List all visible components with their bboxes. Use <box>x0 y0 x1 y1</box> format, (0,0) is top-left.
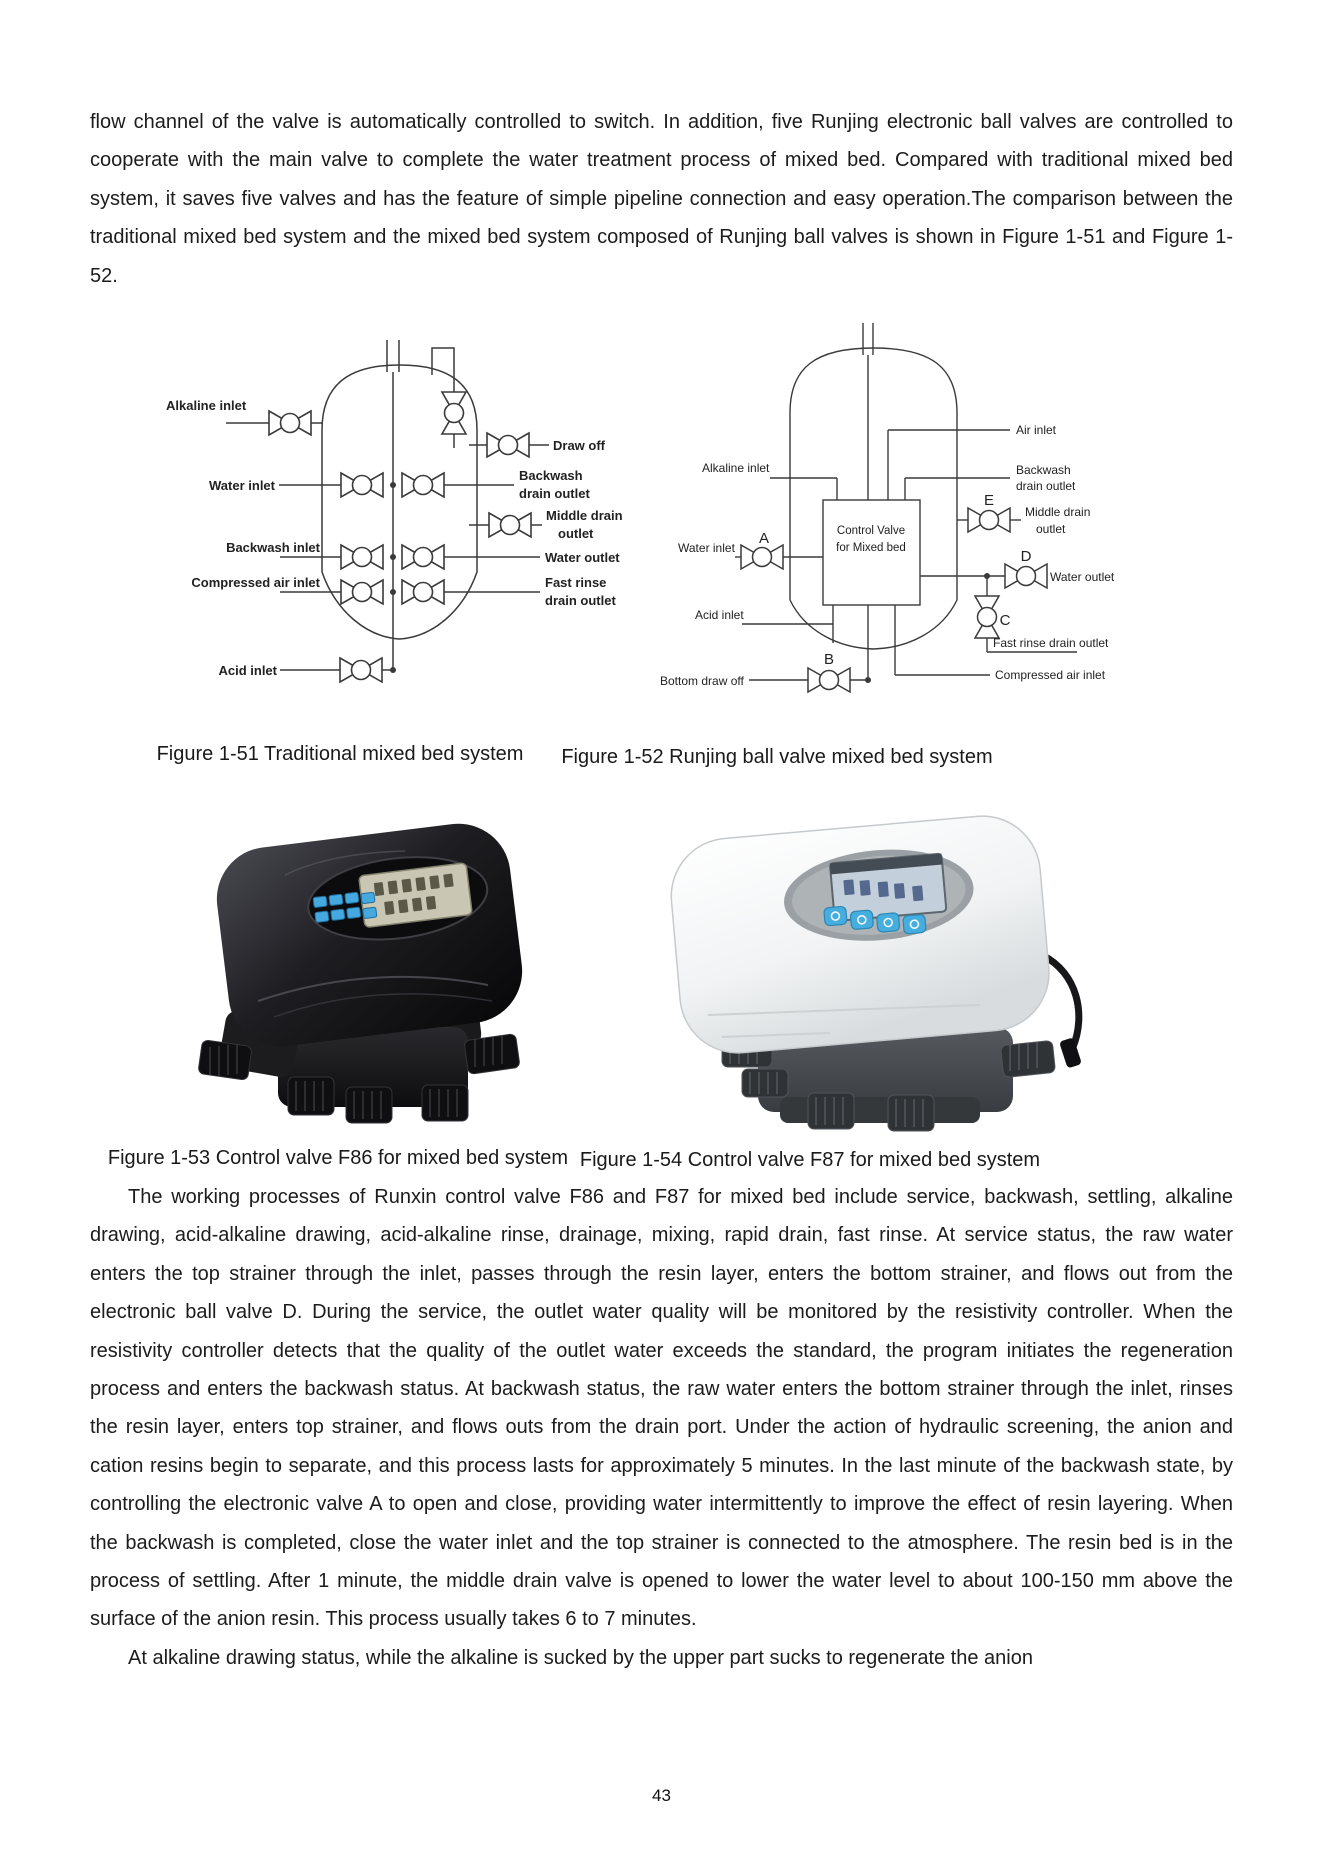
figure-1-54-caption: Figure 1-54 Control valve F87 for mixed bed system <box>579 1149 1041 1171</box>
fig151-label-water-outlet: Water outlet <box>545 550 620 565</box>
figure-1-52-diagram <box>650 275 1140 710</box>
fig152-valve-letter-a: A <box>758 530 770 547</box>
fig152-label-bottom-draw-off: Bottom draw off <box>660 674 744 688</box>
fig151-label-middle-drain-2: outlet <box>558 526 594 541</box>
fig152-label-air-inlet: Air inlet <box>1016 423 1057 437</box>
fig152-label-alkaline-inlet: Alkaline inlet <box>702 461 770 475</box>
fig151-label-backwash-inlet: Backwash inlet <box>226 540 320 555</box>
fig151-label-backwash-drain-2: drain outlet <box>519 486 590 501</box>
body-text-block <box>90 1178 1233 1677</box>
fig151-label-water-inlet: Water inlet <box>209 478 275 493</box>
body-paragraph-2: At alkaline drawing status, while the alkaline is sucked by the upper part sucks to regenerate the anion <box>128 1646 1033 1669</box>
fig152-label-middle-drain-1: Middle drain <box>1025 505 1091 519</box>
fig151-label-alkaline-inlet: Alkaline inlet <box>166 398 247 413</box>
fig152-label-middle-drain-2: outlet <box>1036 522 1066 536</box>
intro-paragraph-block <box>90 103 1233 295</box>
body-paragraph-1: The working processes of Runxin control valve F86 and F87 for mixed bed include service, backwash, settling, alkaline drawing, acid-alkaline drawing, acid-alkaline rinse, drainage, mixing, rapid drain, fast rinse. At service status, the raw water enters the top strainer through the inlet, passes through the resin layer, enters the bottom strainer, and flows out from the electronic ball valve D. During the service, the outlet water quality will be monitored by the resistivity controller. When the resistivity controller detects that the quality of the outlet water exceeds the standard, the program initiates the regeneration process and enters the backwash status. At backwash status, the raw water enters the bottom strainer through the inlet, rinses the resin layer, enters top strainer, and flows outs from the drain port. Under the action of hydraulic screening, the anion and cation resins begin to separate, and this process lasts for approximately 5 minutes. In the last minute of the backwash state, by controlling the electronic valve A to open and close, providing water intermittently to improve the effect of resin layering. When the backwash is completed, close the water inlet and the top strainer is connected to the atmosphere. The resin bed is in the process of settling. After 1 minute, the middle drain valve is opened to lower the water level to about 100-150 mm above the surface of the anion resin. This process usually takes 6 to 7 minutes. <box>90 1186 1233 1631</box>
fig152-valve-letter-b: B <box>823 651 835 668</box>
fig152-label-acid-inlet: Acid inlet <box>695 608 744 622</box>
figure-1-51-diagram <box>120 282 660 692</box>
fig152-label-fast-rinse-drain-outlet: Fast rinse drain outlet <box>993 636 1109 650</box>
fig152-label-compressed-air-inlet: Compressed air inlet <box>995 668 1106 682</box>
figure-1-53-photo <box>170 805 570 1140</box>
figure-1-51-caption: Figure 1-51 Traditional mixed bed system <box>156 743 524 765</box>
fig151-label-acid-inlet: Acid inlet <box>218 663 277 678</box>
figure-1-53-caption: Figure 1-53 Control valve F86 for mixed bed system <box>107 1147 569 1169</box>
fig152-label-water-outlet: Water outlet <box>1050 570 1115 584</box>
fig151-label-backwash-drain-1: Backwash <box>519 468 583 483</box>
fig151-label-middle-drain-1: Middle drain <box>546 508 623 523</box>
figure-1-52-caption: Figure 1-52 Runjing ball valve mixed bed system <box>561 746 993 768</box>
fig152-label-backwash-drain-2: drain outlet <box>1016 479 1076 493</box>
fig152-valve-letter-c: C <box>999 612 1011 629</box>
fig152-control-valve-line2: for Mixed bed <box>836 542 906 554</box>
fig152-valve-letter-d: D <box>1020 548 1032 565</box>
diagram-lines <box>226 340 549 670</box>
page-number: 43 <box>652 1786 671 1805</box>
diagram-lines <box>735 323 1077 680</box>
figure-1-54-photo <box>630 805 1100 1140</box>
fig151-label-compressed-air-inlet: Compressed air inlet <box>191 575 320 590</box>
fig152-label-backwash-drain-1: Backwash <box>1016 463 1071 477</box>
fig152-control-valve-line1: Control Valve <box>836 525 906 537</box>
fig152-valve-letter-e: E <box>983 492 995 509</box>
fig151-label-fast-rinse-2: drain outlet <box>545 593 616 608</box>
fig151-label-fast-rinse-1: Fast rinse <box>545 575 607 590</box>
fig151-label-draw-off: Draw off <box>553 438 605 453</box>
fig152-label-water-inlet: Water inlet <box>678 541 735 555</box>
intro-paragraph: flow channel of the valve is automatically controlled to switch. In addition, five Runjing electronic ball valves are controlled to cooperate with the main valve to complete the water treatment process of mixed bed. Compared with traditional mixed bed system, it saves five valves and has the feature of simple pipeline connection and easy operation.The comparison between the traditional mixed bed system and the mixed bed system composed of Runjing ball valves is shown in Figure 1-51 and Figure 1-52. <box>90 111 1233 287</box>
